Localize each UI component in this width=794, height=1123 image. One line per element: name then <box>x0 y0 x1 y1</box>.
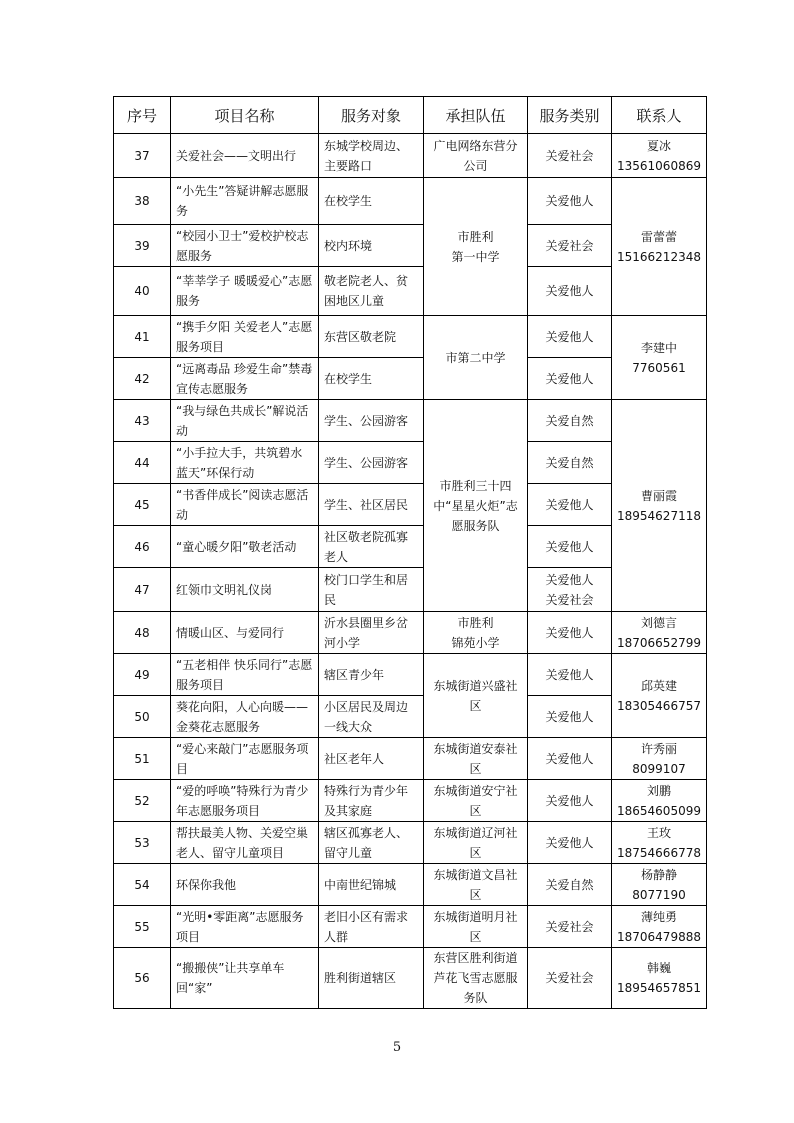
cell-contact: 刘鹏 18654605099 <box>612 780 707 822</box>
cell-category: 关爱他人 <box>528 612 612 654</box>
cell-project-name: “光明•零距离”志愿服务项目 <box>171 906 319 948</box>
cell-category: 关爱他人 <box>528 822 612 864</box>
cell-contact: 刘德言 18706652799 <box>612 612 707 654</box>
cell-service-target: 沂水县圈里乡岔河小学 <box>319 612 424 654</box>
cell-no: 54 <box>114 864 171 906</box>
cell-team: 市胜利三十四中“星星火炬”志愿服务队 <box>424 400 528 612</box>
cell-project-name: “远离毒品 珍爱生命”禁毒宣传志愿服务 <box>171 358 319 400</box>
cell-service-target: 在校学生 <box>319 178 424 225</box>
table-row <box>114 134 707 178</box>
cell-team: 东城街道文昌社区 <box>424 864 528 906</box>
cell-no: 40 <box>114 267 171 316</box>
cell-team: 广电网络东营分公司 <box>424 134 528 178</box>
cell-project-name: 帮扶最美人物、关爱空巢老人、留守儿童项目 <box>171 822 319 864</box>
cell-team: 市第二中学 <box>424 316 528 400</box>
volunteer-projects-table <box>113 96 707 1009</box>
table-row <box>114 948 707 1009</box>
cell-no: 38 <box>114 178 171 225</box>
cell-team: 东营区胜利街道芦花飞雪志愿服务队 <box>424 948 528 1009</box>
header-team: 承担队伍 <box>424 97 528 134</box>
cell-no: 44 <box>114 442 171 484</box>
cell-no: 51 <box>114 738 171 780</box>
cell-category: 关爱他人 <box>528 526 612 568</box>
cell-no: 56 <box>114 948 171 1009</box>
cell-service-target: 校门口学生和居民 <box>319 568 424 612</box>
cell-category: 关爱社会 <box>528 134 612 178</box>
cell-contact: 李建中 7760561 <box>612 316 707 400</box>
cell-no: 45 <box>114 484 171 526</box>
cell-category: 关爱社会 <box>528 948 612 1009</box>
cell-project-name: “我与绿色共成长”解说活动 <box>171 400 319 442</box>
cell-no: 42 <box>114 358 171 400</box>
cell-category: 关爱自然 <box>528 400 612 442</box>
cell-service-target: 中南世纪锦城 <box>319 864 424 906</box>
table-row <box>114 822 707 864</box>
table-row <box>114 316 707 358</box>
cell-no: 50 <box>114 696 171 738</box>
cell-service-target: 东城学校周边、主要路口 <box>319 134 424 178</box>
cell-contact: 许秀丽 8099107 <box>612 738 707 780</box>
cell-project-name: 环保你我他 <box>171 864 319 906</box>
cell-project-name: “校园小卫士”爱校护校志愿服务 <box>171 225 319 267</box>
cell-category: 关爱他人 <box>528 267 612 316</box>
cell-service-target: 社区老年人 <box>319 738 424 780</box>
cell-service-target: 辖区青少年 <box>319 654 424 696</box>
cell-service-target: 老旧小区有需求人群 <box>319 906 424 948</box>
table-row <box>114 906 707 948</box>
cell-no: 47 <box>114 568 171 612</box>
cell-project-name: 葵花向阳，人心向暖——金葵花志愿服务 <box>171 696 319 738</box>
header-project-name: 项目名称 <box>171 97 319 134</box>
cell-no: 39 <box>114 225 171 267</box>
cell-category: 关爱他人 <box>528 358 612 400</box>
cell-team: 东城街道安泰社区 <box>424 738 528 780</box>
cell-team: 东城街道明月社区 <box>424 906 528 948</box>
cell-category: 关爱他人 <box>528 780 612 822</box>
cell-category: 关爱自然 <box>528 442 612 484</box>
cell-category: 关爱自然 <box>528 864 612 906</box>
table-body <box>114 134 707 1009</box>
cell-no: 49 <box>114 654 171 696</box>
cell-project-name: “爱心来敲门”志愿服务项目 <box>171 738 319 780</box>
cell-service-target: 在校学生 <box>319 358 424 400</box>
cell-project-name: 关爱社会——文明出行 <box>171 134 319 178</box>
cell-contact: 韩巍 18954657851 <box>612 948 707 1009</box>
cell-team: 东城街道兴盛社区 <box>424 654 528 738</box>
cell-category: 关爱他人 <box>528 178 612 225</box>
cell-service-target: 社区敬老院孤寡老人 <box>319 526 424 568</box>
cell-category: 关爱他人 <box>528 316 612 358</box>
page-number: 5 <box>392 1040 402 1055</box>
cell-project-name: “小先生”答疑讲解志愿服务 <box>171 178 319 225</box>
cell-service-target: 辖区孤寡老人、留守儿童 <box>319 822 424 864</box>
cell-no: 46 <box>114 526 171 568</box>
header-no: 序号 <box>114 97 171 134</box>
cell-contact: 夏冰 13561060869 <box>612 134 707 178</box>
cell-project-name: “五老相伴 快乐同行”志愿服务项目 <box>171 654 319 696</box>
cell-contact: 邱英建 18305466757 <box>612 654 707 738</box>
cell-category: 关爱他人 <box>528 654 612 696</box>
cell-service-target: 学生、公园游客 <box>319 442 424 484</box>
cell-project-name: “爱的呼唤”特殊行为青少年志愿服务项目 <box>171 780 319 822</box>
cell-no: 43 <box>114 400 171 442</box>
cell-contact: 曹丽霞 18954627118 <box>612 400 707 612</box>
cell-project-name: 红领巾文明礼仪岗 <box>171 568 319 612</box>
cell-no: 41 <box>114 316 171 358</box>
header-category: 服务类别 <box>528 97 612 134</box>
cell-project-name: “童心暖夕阳”敬老活动 <box>171 526 319 568</box>
table-row <box>114 178 707 225</box>
cell-project-name: “携手夕阳 关爱老人”志愿服务项目 <box>171 316 319 358</box>
cell-no: 55 <box>114 906 171 948</box>
cell-contact: 王玫 18754666778 <box>612 822 707 864</box>
header-service-target: 服务对象 <box>319 97 424 134</box>
cell-service-target: 学生、社区居民 <box>319 484 424 526</box>
cell-category: 关爱社会 <box>528 225 612 267</box>
cell-service-target: 学生、公园游客 <box>319 400 424 442</box>
cell-category: 关爱他人 <box>528 696 612 738</box>
cell-project-name: 情暖山区、与爱同行 <box>171 612 319 654</box>
cell-team: 市胜利 第一中学 <box>424 178 528 316</box>
cell-project-name: “书香伴成长”阅读志愿活动 <box>171 484 319 526</box>
table-row <box>114 864 707 906</box>
cell-contact: 薄纯勇 18706479888 <box>612 906 707 948</box>
cell-project-name: “搬搬侠”让共享单车回“家” <box>171 948 319 1009</box>
cell-category: 关爱他人 关爱社会 <box>528 568 612 612</box>
header-contact: 联系人 <box>612 97 707 134</box>
cell-no: 48 <box>114 612 171 654</box>
cell-service-target: 敬老院老人、贫困地区儿童 <box>319 267 424 316</box>
cell-service-target: 胜利街道辖区 <box>319 948 424 1009</box>
cell-service-target: 校内环境 <box>319 225 424 267</box>
cell-no: 37 <box>114 134 171 178</box>
table-row <box>114 400 707 442</box>
cell-category: 关爱他人 <box>528 484 612 526</box>
table-row <box>114 780 707 822</box>
cell-service-target: 特殊行为青少年及其家庭 <box>319 780 424 822</box>
table-row <box>114 738 707 780</box>
table-header-row <box>114 97 707 134</box>
cell-no: 53 <box>114 822 171 864</box>
cell-team: 市胜利 锦苑小学 <box>424 612 528 654</box>
cell-contact: 雷蕾蕾 15166212348 <box>612 178 707 316</box>
cell-service-target: 东营区敬老院 <box>319 316 424 358</box>
cell-no: 52 <box>114 780 171 822</box>
table-row <box>114 654 707 696</box>
cell-team: 东城街道辽河社区 <box>424 822 528 864</box>
cell-category: 关爱他人 <box>528 738 612 780</box>
cell-contact: 杨静静 8077190 <box>612 864 707 906</box>
cell-project-name: “莘莘学子 暖暖爱心”志愿服务 <box>171 267 319 316</box>
cell-service-target: 小区居民及周边一线大众 <box>319 696 424 738</box>
cell-project-name: “小手拉大手，共筑碧水蓝天”环保行动 <box>171 442 319 484</box>
cell-category: 关爱社会 <box>528 906 612 948</box>
table-row <box>114 612 707 654</box>
cell-team: 东城街道安宁社区 <box>424 780 528 822</box>
